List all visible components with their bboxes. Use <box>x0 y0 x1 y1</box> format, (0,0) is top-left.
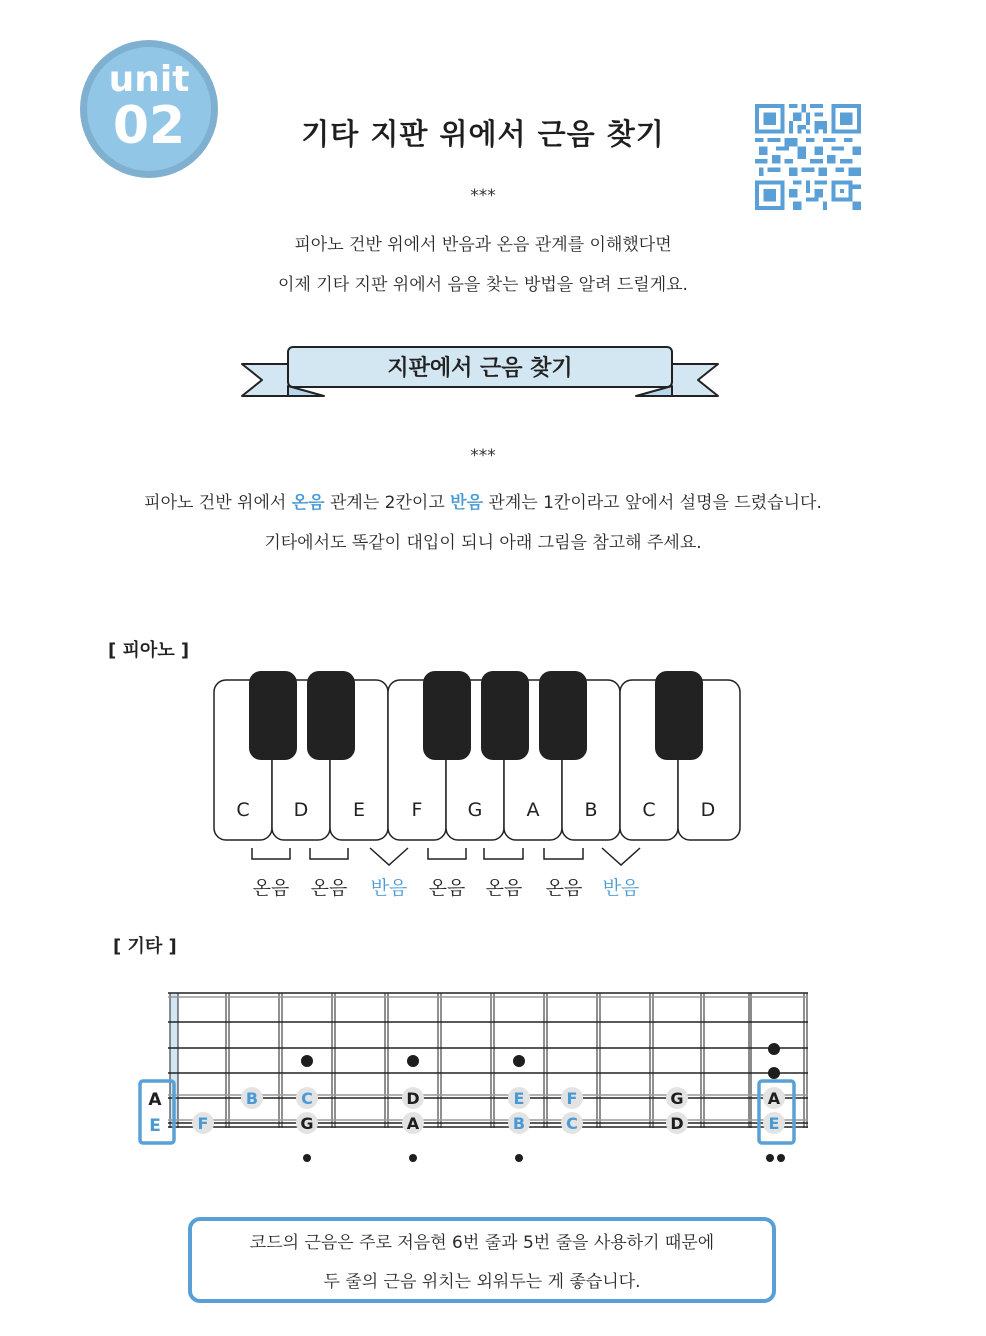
key-label: D <box>293 799 309 821</box>
key-label: F <box>411 799 423 821</box>
guitar-label: [ 기타 ] <box>113 936 177 957</box>
interval-labels <box>253 877 640 899</box>
key-label: C <box>236 799 250 821</box>
interval-whole: 온음 <box>310 877 348 899</box>
interval-half: 반음 <box>370 877 408 899</box>
fret-note: C <box>301 1089 313 1108</box>
fret-note: B <box>512 1114 526 1133</box>
interval-whole: 온음 <box>485 877 523 899</box>
key-label: C <box>642 799 656 821</box>
intro-line-2: 이제 기타 지판 위에서 음을 찾는 방법을 알려 드릴게요. <box>278 275 688 295</box>
section-line-1 <box>0 488 966 513</box>
section-line-2: 기타에서도 똑같이 대입이 되니 아래 그림을 참고해 주세요. <box>264 533 702 553</box>
fret-note: G <box>300 1114 314 1133</box>
unit-badge <box>80 40 218 178</box>
key-label: B <box>584 799 598 821</box>
open-string-5-label: A <box>148 1090 162 1110</box>
piano-keyboard-diagram <box>210 668 750 908</box>
section-title: 지판에서 근음 찾기 <box>387 355 573 381</box>
fret-note: F <box>197 1114 209 1133</box>
piano-label: [ 피아노 ] <box>108 640 190 661</box>
interval-brackets <box>252 848 640 865</box>
fret-note: F <box>566 1089 578 1108</box>
tip-callout-box <box>188 1217 776 1303</box>
fret-note: A <box>406 1114 420 1133</box>
fret-note: B <box>245 1089 259 1108</box>
section-line-1-part3: 관계는 1칸이라고 앞에서 설명을 드렸습니다. <box>483 493 822 513</box>
callout-line-2: 두 줄의 근음 위치는 외워두는 게 좋습니다. <box>323 1272 641 1292</box>
fret-note: C <box>566 1114 578 1133</box>
unit-word: unit <box>108 59 190 100</box>
interval-whole: 온음 <box>545 877 583 899</box>
open-string-6-label: E <box>149 1116 161 1136</box>
interval-half: 반음 <box>602 877 640 899</box>
key-label: A <box>526 799 540 821</box>
divider-stars-2: *** <box>470 446 496 466</box>
key-label: G <box>467 799 483 821</box>
fret-note: E <box>513 1089 525 1108</box>
intro-line-1: 피아노 건반 위에서 반음과 온음 관계를 이해했다면 <box>294 235 672 255</box>
key-label: D <box>700 799 716 821</box>
fret-note: E <box>768 1114 780 1133</box>
section-line-1-part1: 피아노 건반 위에서 <box>144 493 292 513</box>
highlight-half-tone: 반음 <box>450 493 484 513</box>
fret-note: A <box>767 1089 781 1108</box>
interval-whole: 온음 <box>428 877 466 899</box>
position-marker-dots <box>301 1043 785 1162</box>
guitar-fretboard-diagram <box>130 985 830 1170</box>
strings <box>168 993 808 1127</box>
page-title: 기타 지판 위에서 근음 찾기 <box>301 117 665 151</box>
interval-whole: 온음 <box>252 877 290 899</box>
divider-stars-1: *** <box>470 186 496 206</box>
fret-note: D <box>670 1114 684 1133</box>
highlight-whole-tone: 온음 <box>291 493 325 513</box>
frets <box>170 993 807 1128</box>
fret-note: G <box>670 1089 684 1108</box>
key-label: E <box>352 799 366 821</box>
section-line-1-part2: 관계는 2칸이고 <box>324 493 451 513</box>
unit-number: 02 <box>112 96 186 156</box>
white-key-labels <box>236 799 715 821</box>
callout-line-1: 코드의 근음은 주로 저음현 6번 줄과 5번 줄을 사용하기 때문에 <box>249 1233 715 1253</box>
twelfth-fret <box>748 993 752 1128</box>
fret-note: D <box>406 1089 420 1108</box>
